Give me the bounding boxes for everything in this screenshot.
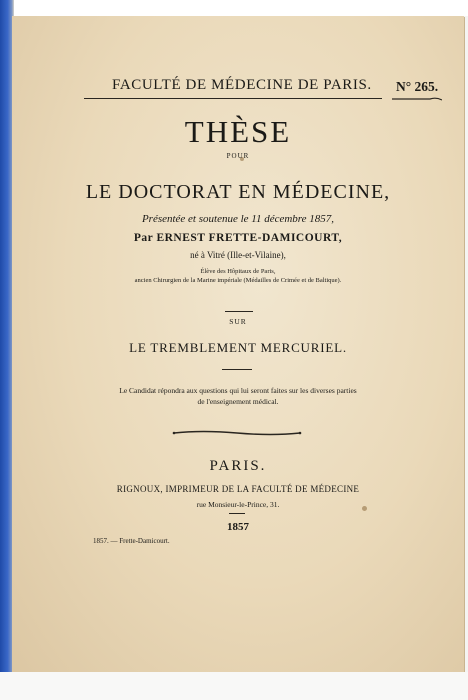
candidate-note-line: Le Candidat répondra aux questions qui lui seront faites sur les diverses parties bbox=[119, 386, 357, 395]
defense-date: Présentée et soutenue le 11 décembre 1857, bbox=[141, 213, 335, 225]
section-rule bbox=[225, 311, 253, 312]
section-rule bbox=[222, 369, 252, 370]
ornamental-rule bbox=[172, 430, 302, 436]
pour-label: POUR bbox=[226, 152, 250, 160]
faculty-header: FACULTÉ DE MÉDECINE DE PARIS. bbox=[112, 77, 372, 93]
author-service: ancien Chirurgien de la Marine impériale (Médailles de Crimée et de Baltique). bbox=[134, 277, 342, 284]
thesis-title: THÈSE bbox=[184, 114, 292, 149]
background-top bbox=[0, 0, 468, 16]
thesis-number: N° 265. bbox=[396, 79, 439, 94]
degree-title: LE DOCTORAT EN MÉDECINE, bbox=[85, 181, 391, 203]
author-birthplace: né à Vitré (Ille-et-Vilaine), bbox=[190, 250, 286, 260]
imprint-city: PARIS. bbox=[209, 458, 267, 474]
printer-name: RIGNOUX, IMPRIMEUR DE LA FACULTÉ DE MÉDECINE bbox=[116, 484, 360, 494]
thesis-subject: LE TREMBLEMENT MERCURIEL. bbox=[129, 340, 347, 355]
author-name: Par ERNEST FRETTE-DAMICOURT, bbox=[133, 232, 343, 244]
background-bottom bbox=[0, 672, 468, 700]
candidate-note-line: de l'enseignement médical. bbox=[197, 397, 279, 406]
year-rule bbox=[229, 513, 245, 514]
signature-footnote: 1857. — Frette-Damicourt. bbox=[93, 537, 170, 545]
printer-address: rue Monsieur-le-Prince, 31. bbox=[196, 500, 280, 509]
publication-year: 1857 bbox=[227, 521, 249, 533]
header-rule bbox=[84, 98, 382, 99]
sur-label: SUR bbox=[229, 317, 247, 326]
header-rule-ornament bbox=[392, 96, 442, 102]
author-credential: Élève des Hôpitaux de Paris, bbox=[200, 268, 276, 275]
